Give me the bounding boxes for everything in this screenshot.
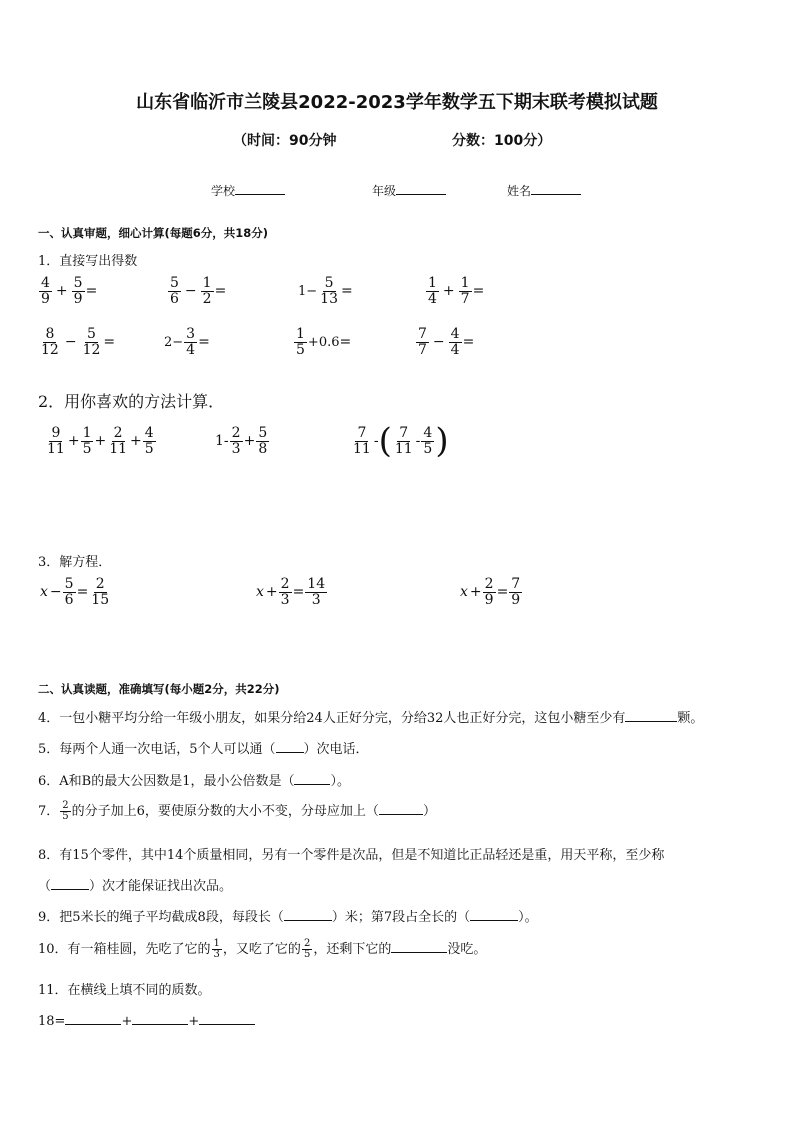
section1-heading: 一、认真审题，细心计算(每题6分，共18分) [38, 226, 269, 240]
school-label: 学校 [211, 184, 236, 198]
question-8-line2: （ ）次才能保证找出次品。 [38, 879, 233, 894]
page-title: 山东省临沂市兰陵县2022-2023学年数学五下期末联考模拟试题 [136, 92, 658, 113]
question-9: 9．把5米长的绳子平均截成8段，每段长（ ）米；第7段占全长的（ ）。 [38, 910, 538, 925]
q1-item-5: $\frac{8}{12}$ − $\frac{5}{12}$ = [41, 326, 116, 358]
q3-label: 3．解方程． [38, 555, 112, 570]
q1-label: 1．直接写出得数 [38, 254, 138, 269]
answer-blank[interactable] [276, 740, 304, 753]
q1-item-3: 1− $\frac{5}{13}$ = [298, 275, 353, 307]
answer-blank[interactable] [294, 772, 330, 785]
question-6: 6．A和B的最大公因数是1，最小公倍数是（ ）。 [38, 774, 350, 789]
q3-eq-1: x − $\frac{5}{6}$ = $\frac{2}{15}$ [40, 576, 110, 608]
answer-blank[interactable] [199, 1012, 255, 1025]
question-10: 10．有一箱桂圆，先吃了它的 $\frac{1}{3}$ ，又吃了它的 $\frac{2}{5}$ ，还剩下它的 没吃。 [38, 937, 487, 960]
q1-item-8: $\frac{7}{7}$ − $\frac{4}{4}$ = [418, 326, 475, 358]
question-4: 4．一包小糖平均分给一年级小朋友，如果分给24人正好分完，分给32人也正好分完，这包小糖至少有 颗。 [38, 711, 704, 726]
q1-item-6: 2− $\frac{3}{4}$ = [164, 326, 210, 358]
question-11-equation: 18= + + [38, 1012, 255, 1029]
grade-label: 年级 [372, 184, 397, 198]
answer-blank[interactable] [470, 908, 518, 921]
question-7: 7． $\frac{2}{5}$ 的分子加上6，要使原分数的大小不变，分母应加上（ ） [38, 799, 436, 822]
q2-label: 2．用你喜欢的方法计算． [38, 392, 225, 411]
question-11: 11．在横线上填不同的质数。 [38, 983, 211, 998]
exam-score: 分数：100分） [452, 133, 552, 149]
answer-blank[interactable] [284, 908, 332, 921]
q2-expr-2: 1 - $\frac{2}{3}$ + $\frac{5}{8}$ [215, 425, 268, 457]
q1-item-2: $\frac{5}{6}$ − $\frac{1}{2}$ = [170, 275, 227, 307]
answer-blank[interactable] [391, 940, 447, 953]
q2-expr-1: $\frac{9}{11}$ + $\frac{1}{5}$ + $\frac{2}{11}$ + $\frac{4}{5}$ [47, 425, 154, 457]
answer-blank[interactable] [625, 709, 677, 722]
name-label: 姓名 [507, 184, 532, 198]
q3-eq-2: x + $\frac{2}{3}$ = $\frac{14}{3}$ [256, 576, 326, 608]
question-8-line1: 8．有15个零件，其中14个质量相同，另有一个零件是次品，但是不知道比正品轻还是重，用天平称，至少称 [38, 848, 665, 863]
q1-item-7: $\frac{1}{5}$ +0.6 = [296, 326, 352, 358]
name-field[interactable] [507, 182, 581, 199]
answer-blank[interactable] [65, 1012, 121, 1025]
q1-item-4: $\frac{1}{4}$ + $\frac{1}{7}$ = [428, 275, 485, 307]
q1-item-1: $\frac{4}{9}$ + $\frac{5}{9}$ = [41, 275, 98, 307]
answer-blank[interactable] [379, 802, 423, 815]
question-5: 5．每两个人通一次电话，5个人可以通（ ）次电话． [38, 742, 369, 757]
answer-blank[interactable] [132, 1012, 188, 1025]
school-field[interactable] [211, 182, 285, 199]
grade-field[interactable] [372, 182, 446, 199]
q2-expr-3: $\frac{7}{11}$ - ( $\frac{7}{11}$ - $\frac{4}{5}$ ) [353, 421, 449, 461]
exam-time: （时间：90分钟 [233, 133, 337, 149]
section2-heading: 二、认真读题，准确填写(每小题2分，共22分) [38, 682, 280, 696]
answer-blank[interactable] [51, 877, 89, 890]
q3-eq-3: x + $\frac{2}{9}$ = $\frac{7}{9}$ [460, 576, 521, 608]
